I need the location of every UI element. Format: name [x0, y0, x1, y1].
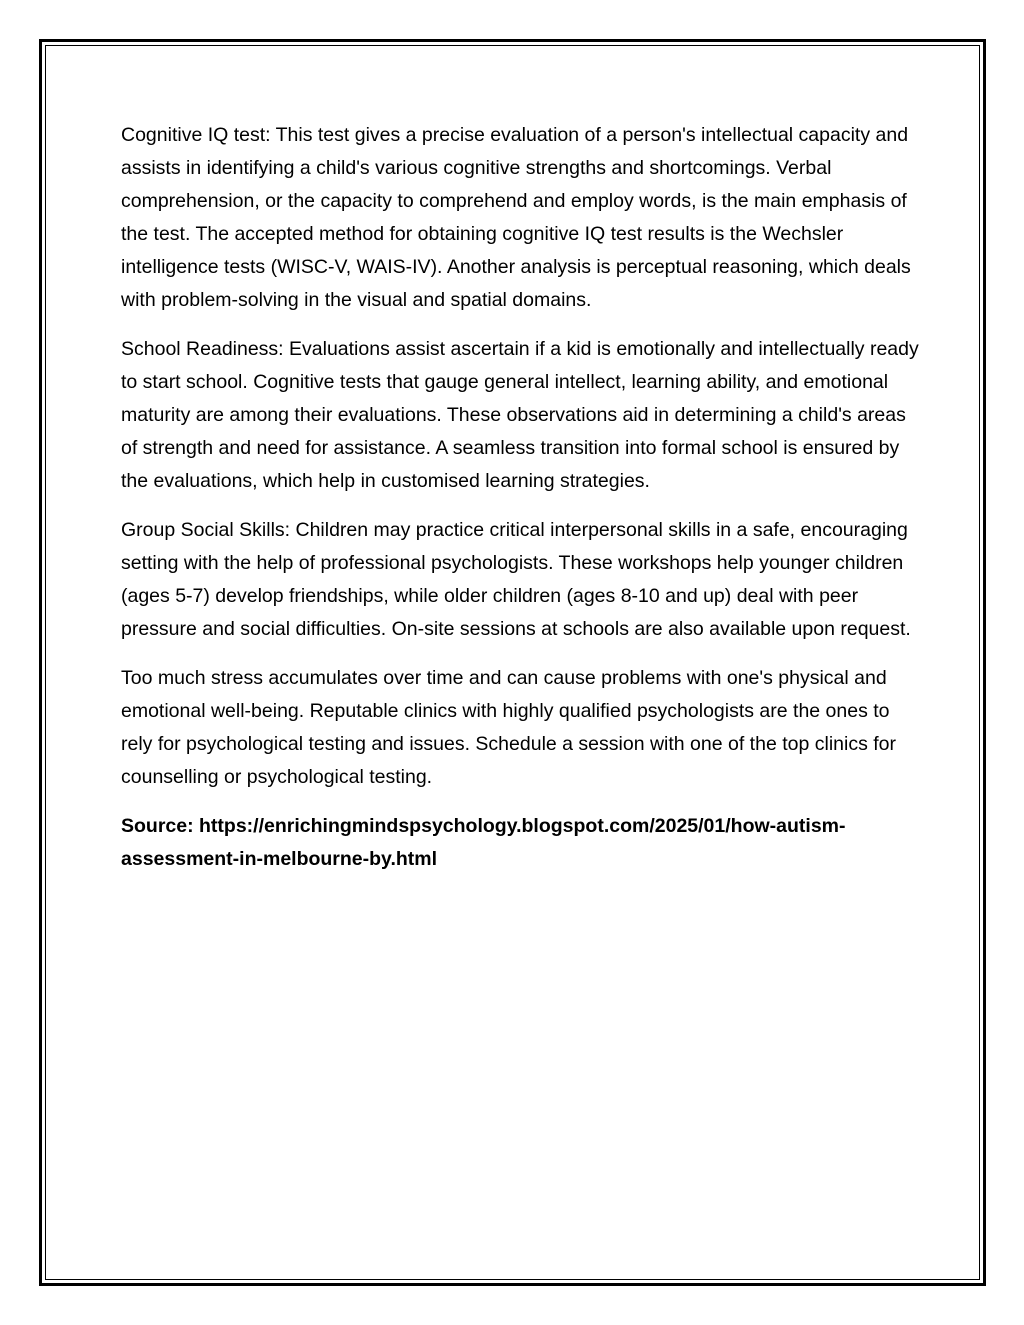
source-citation: Source: https://enrichingmindspsychology.blogspot.com/2025/01/how-autism-assessment-in-melbourne-by.html — [121, 815, 846, 870]
document-body — [121, 119, 921, 892]
paragraph-stress-conclusion: Too much stress accumulates over time and can cause problems with one's physical and emotional well-being. Reputable clinics with highly qualified psychologists are the ones to rely for psychological testing and issues. Schedule a session with one of the top clinics for counselling or psychological testing. — [121, 667, 897, 788]
paragraph-school-readiness: School Readiness: Evaluations assist ascertain if a kid is emotionally and intellectually ready to start school. Cognitive tests that gauge general intellect, learning ability, and emotional maturity are among their evaluations. These observations aid in determining a child's areas of strength and need for assistance. A seamless transition into formal school is ensured by the evaluations, which help in customised learning strategies. — [121, 338, 919, 492]
paragraph-cognitive-iq-test: Cognitive IQ test: This test gives a precise evaluation of a person's intellectual capacity and assists in identifying a child's various cognitive strengths and shortcomings. Verbal comprehension, or the capacity to comprehend and employ words, is the main emphasis of the test. The accepted method for obtaining cognitive IQ test results is the Wechsler intelligence tests (WISC-V, WAIS-IV). Another analysis is perceptual reasoning, which deals with problem-solving in the visual and spatial domains. — [121, 124, 911, 311]
paragraph-group-social-skills: Group Social Skills: Children may practice critical interpersonal skills in a safe, encouraging setting with the help of professional psychologists. These workshops help younger children (ages 5-7) develop friendships, while older children (ages 8-10 and up) deal with peer pressure and social difficulties. On-site sessions at schools are also available upon request. — [121, 519, 911, 640]
